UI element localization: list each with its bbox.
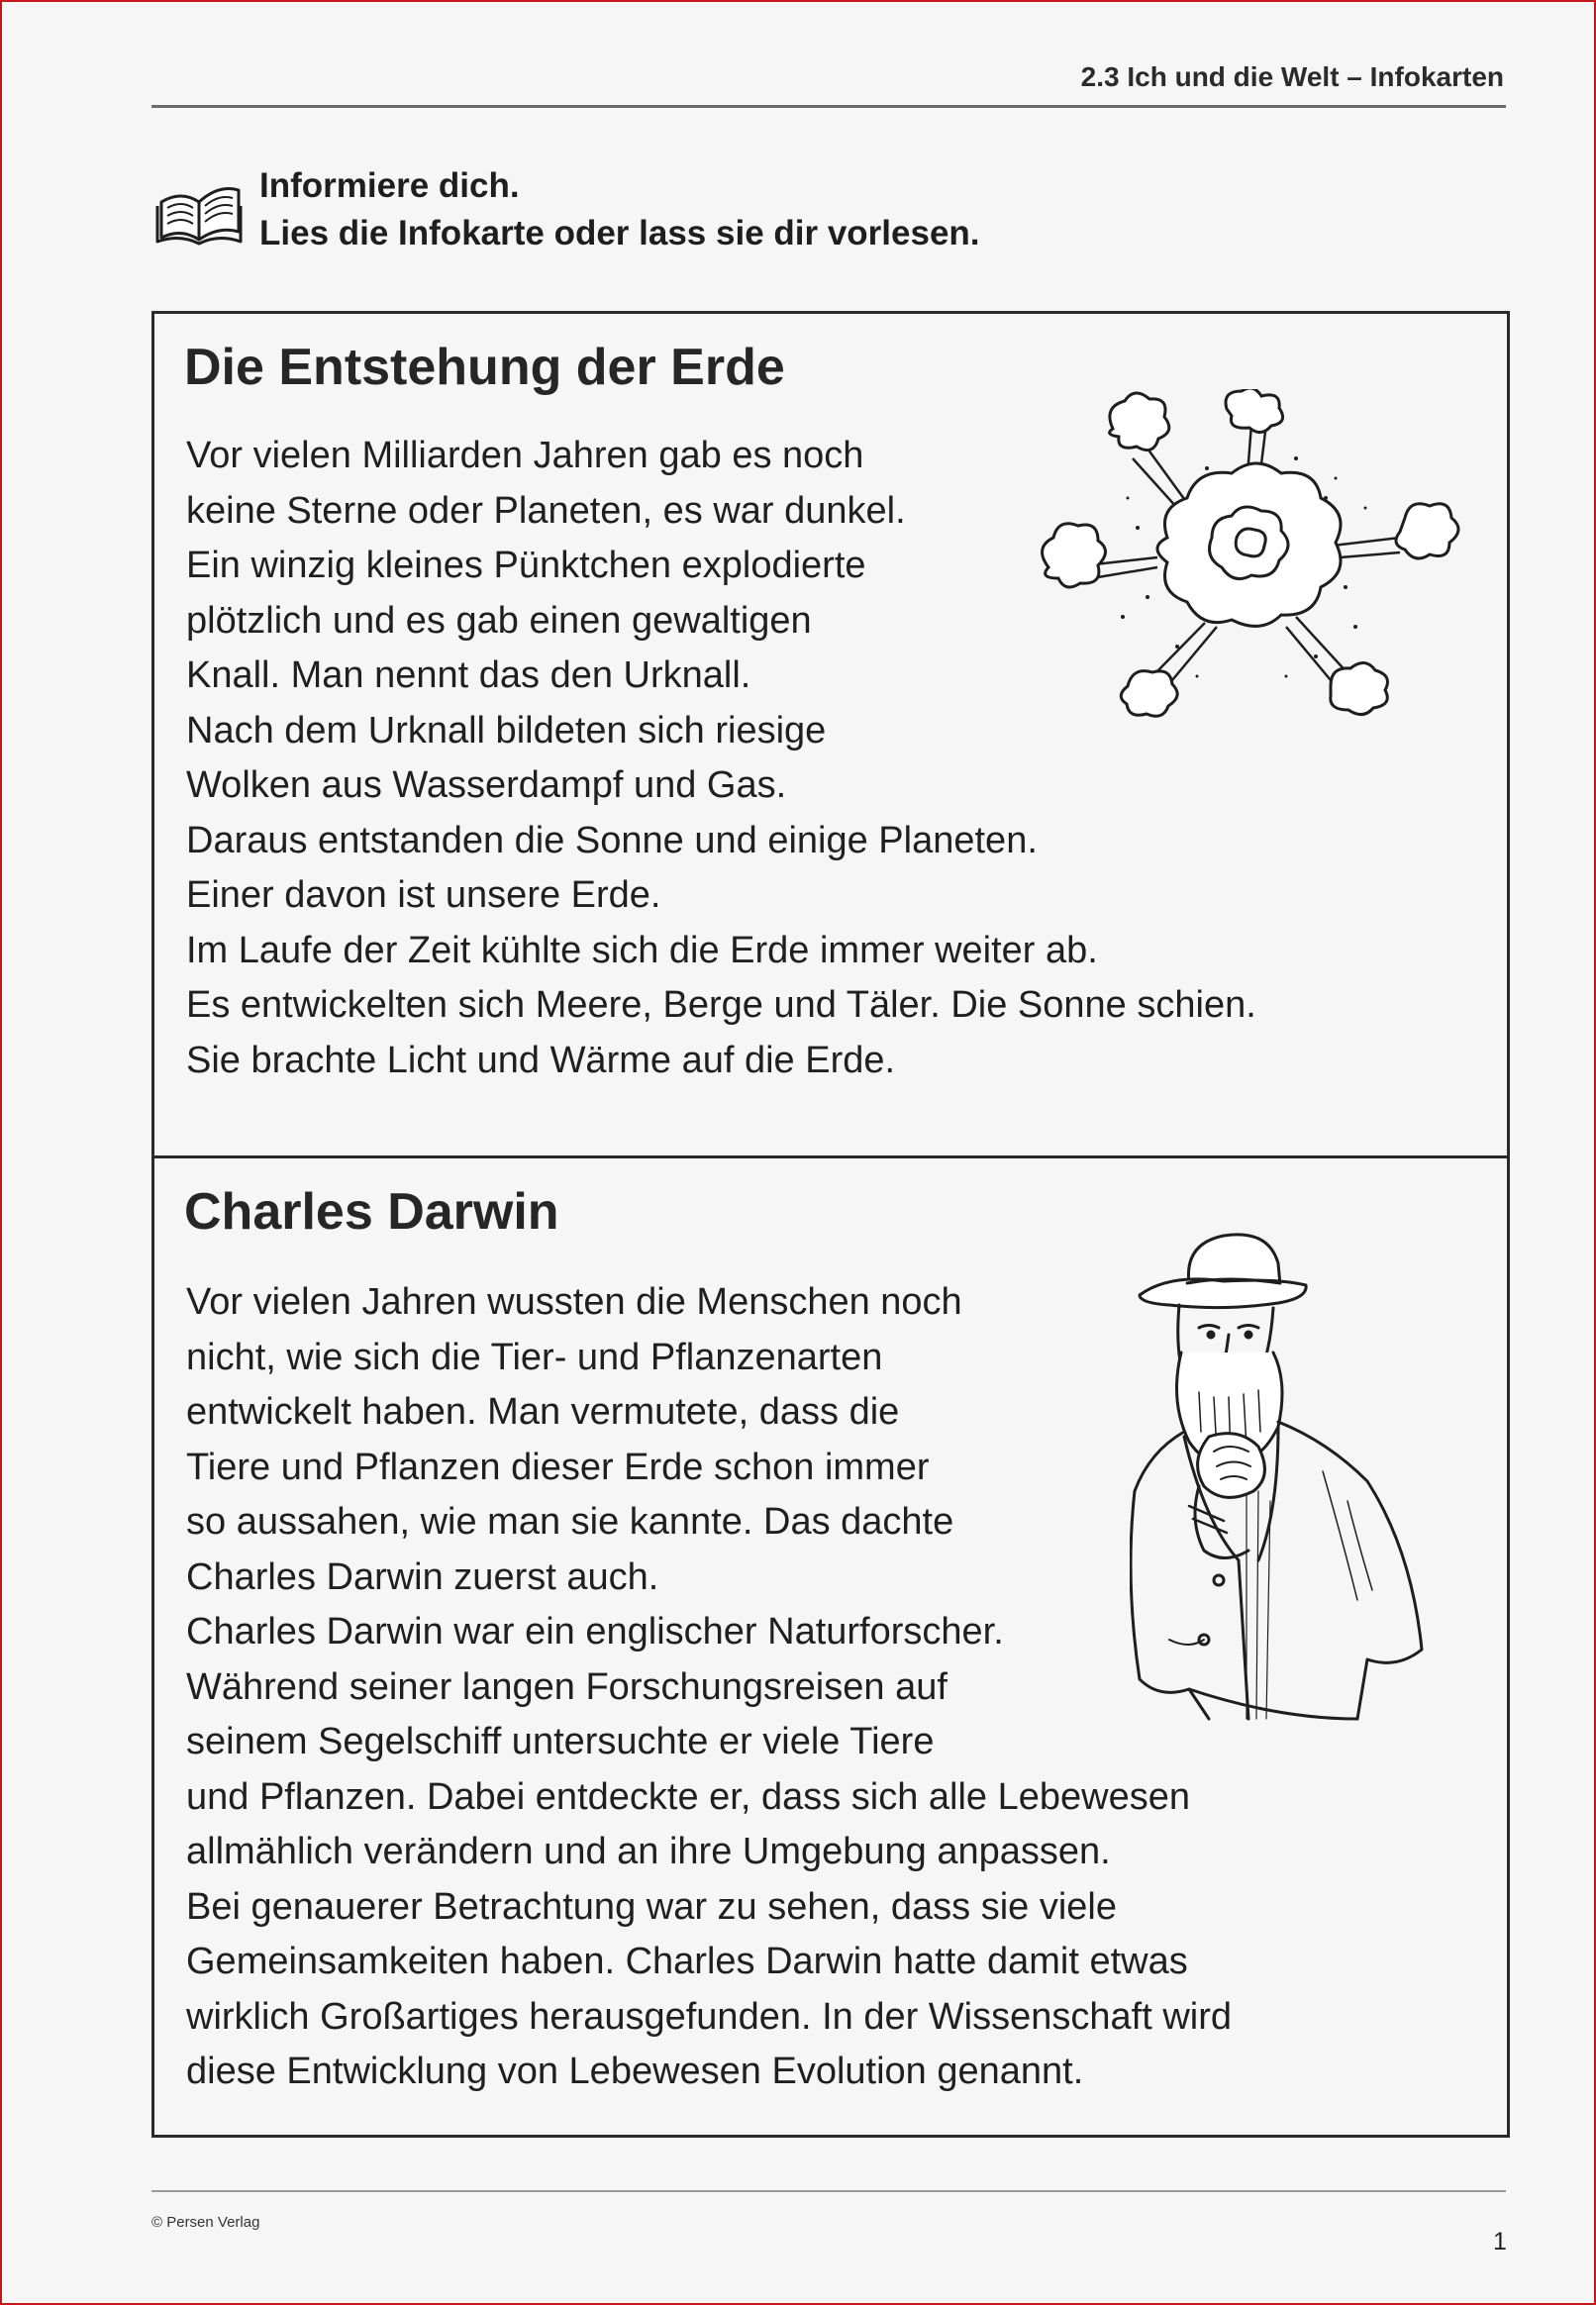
text-line: Knall. Man nennt das den Urknall. bbox=[186, 654, 751, 696]
footer-copyright: © Persen Verlag bbox=[151, 2214, 260, 2231]
card-body-text bbox=[186, 1275, 1232, 2100]
infocard-earth-origin bbox=[151, 311, 1510, 1161]
header-divider bbox=[151, 105, 1506, 108]
text-line: wirklich Großartiges herausgefunden. In der Wissenschaft wird bbox=[186, 1995, 1233, 2038]
instruction-line-1: Informiere dich. bbox=[259, 166, 520, 205]
card-body-text bbox=[186, 429, 1256, 1088]
footer-divider bbox=[151, 2190, 1506, 2192]
text-line: Charles Darwin zuerst auch. bbox=[186, 1555, 659, 1598]
text-line: Während seiner langen Forschungsreisen auf bbox=[186, 1665, 948, 1708]
text-line: Sie brachte Licht und Wärme auf die Erde. bbox=[186, 1039, 896, 1081]
text-line: entwickelt haben. Man vermutete, dass die bbox=[186, 1391, 900, 1433]
text-line: Bei genauerer Betrachtung war zu sehen, dass sie viele bbox=[186, 1885, 1117, 1928]
text-line: Vor vielen Jahren wussten die Menschen noch bbox=[186, 1281, 962, 1323]
book-icon bbox=[153, 176, 245, 250]
page-number: 1 bbox=[1493, 2228, 1507, 2255]
text-line: Ein winzig kleines Pünktchen explodierte bbox=[186, 545, 866, 586]
text-line: diese Entwicklung von Lebewesen Evolution genannt. bbox=[186, 2051, 1084, 2092]
text-line: nicht, wie sich die Tier- und Pflanzenarten bbox=[186, 1336, 883, 1378]
text-line: allmählich verändern und an ihre Umgebung anpassen. bbox=[186, 1831, 1111, 1872]
text-line: Tiere und Pflanzen dieser Erde schon immer bbox=[186, 1446, 930, 1488]
text-line: Nach dem Urknall bildeten sich riesige bbox=[186, 709, 827, 752]
infocard-charles-darwin bbox=[151, 1155, 1510, 2138]
text-line: so aussahen, wie man sie kannte. Das dachte bbox=[186, 1501, 954, 1543]
text-line: Es entwickelten sich Meere, Berge und Täler. Die Sonne schien. bbox=[186, 984, 1256, 1026]
text-line: Daraus entstanden die Sonne und einige Planeten. bbox=[186, 819, 1038, 861]
instruction-text bbox=[259, 162, 980, 257]
text-line: plötzlich und es gab einen gewaltigen bbox=[186, 599, 812, 642]
text-line: Wolken aus Wasserdampf und Gas. bbox=[186, 764, 787, 806]
text-line: keine Sterne oder Planeten, es war dunkel. bbox=[186, 489, 906, 532]
text-line: und Pflanzen. Dabei entdeckte er, dass sich alle Lebewesen bbox=[186, 1775, 1190, 1818]
text-line: Im Laufe der Zeit kühlte sich die Erde immer weiter ab. bbox=[186, 929, 1098, 971]
text-line: seinem Segelschiff untersuchte er viele Tiere bbox=[186, 1721, 935, 1762]
text-line: Vor vielen Milliarden Jahren gab es noch bbox=[186, 435, 864, 476]
page-header-title: 2.3 Ich und die Welt – Infokarten bbox=[1080, 61, 1504, 92]
card-title: Charles Darwin bbox=[184, 1183, 559, 1241]
text-line: Einer davon ist unsere Erde. bbox=[186, 874, 661, 916]
text-line: Gemeinsamkeiten haben. Charles Darwin hatte damit etwas bbox=[186, 1941, 1188, 1982]
card-title: Die Entstehung der Erde bbox=[184, 339, 785, 396]
instruction-line-2: Lies die Infokarte oder lass sie dir vorlesen. bbox=[259, 214, 980, 252]
text-line: Charles Darwin war ein englischer Naturforscher. bbox=[186, 1611, 1004, 1653]
